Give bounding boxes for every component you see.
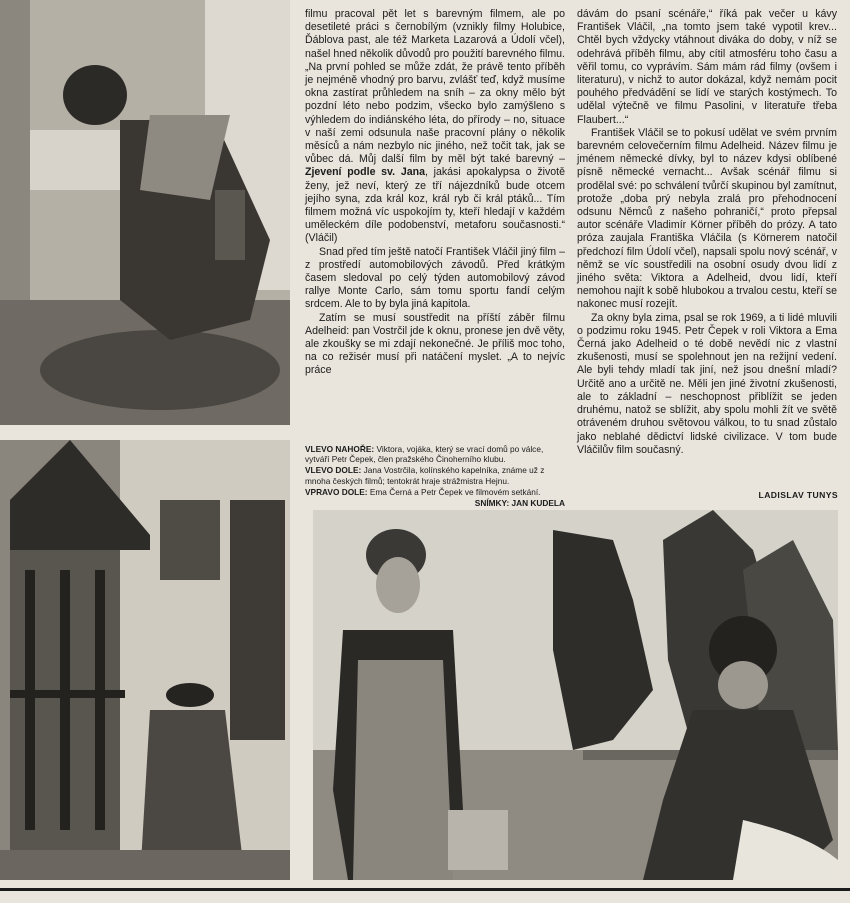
col2-paragraph-2: František Vláčil se to pokusí udělat ve svém prvním barevném celovečerním filmu Adelheid. Název filmu je jménem německé dívky, byl to název kdysi oblíbené písně německé vernacht... Avšak scénář filmu si prodělal své: po schválení tvůrčí skupinou byl zamítnut, protože „doba prý nebyla zralá pro přehodnocení odsunu Němců z našeho pohraničí,“ proto přepsal autor scénáře Vladimír Körner příběh do prózy. A tato próza zaujala Františka Vláčila (s Körnerem natočil předchozí film Údolí včel), napsali spolu nový scénář, v němž se víc soustředili na osobní osudy dvou lidí z jiného světa: Viktora a Adelheid, dvou lidí, kteří nemohou najít k sobě hlubokou a trvalou cestu, kteří se nakonec musí rozejít. [577,126,837,311]
bottom-rule [0,888,850,891]
col1-paragraph-3: Zatím se musí soustředit na příští záběr filmu Adelheid: pan Vostrčil jde k oknu, pronese jen dvě věty, ale zkoušky se mi zdají nekonečné. Je příliš moc toho, na co režisér musí při natáčení myslet. „A to nejvíc práce [305,311,565,377]
photo-top-left-soldier [0,0,290,425]
author-byline: LADISLAV TUNYS [758,490,838,500]
col1-paragraph-2: Snad před tím ještě natočí František Vláčil jiný film – z prostředí automobilových závodů. Před krátkým časem sledoval po celý týden automobilový závod rallye Monte Carlo, sám tomu sportu fandí celým srdcem. Ale to by byla jiná kapitola. [305,245,565,311]
caption-label: VPRAVO DOLE: [305,486,368,497]
caption-text: Jana Vostrčila, kolínského kapelníka, známe už z mnoha českých filmů; tentokrát hraje strážmistra Hejnu. [305,465,545,486]
article-column-2 [577,8,837,457]
photo-captions [305,444,565,509]
caption-bottom-right [305,487,565,497]
film-title-zjeveni: Zjevení podle sv. Jana [305,166,425,179]
col2-paragraph-3: Za okny byla zima, psal se rok 1969, a ti lidé mluvili o podzimu roku 1945. Petr Čepek v roli Viktora a Ema Černá jako Adelheid o té době nevědí nic z vlastní zkušenosti, musí se spolehnout jen na režijní vedení. Ale byli tehdy mladí tak jiní, než jsou dnešní mladí? Určitě ano a určitě ne. Měli jen jiné životní zkušenosti, ale to základní – neschopnost přiblížit se jeden druhému, natož se sblížit, aby spolu mohli žít ve světě otráveném druhou světovou válkou, to tu snad zůstalo jako neblahé dědictví lidské civilizace. V tom bude Vláčilův film současný. [577,311,837,456]
col2-paragraph-1: dávám do psaní scénáře,“ říká pak večer u kávy František Vláčil, „na tomto jsem také vypotil krev... Chtěl bych vždycky vtáhnout diváka do doby, v níž se odehrává příběh filmu, aby cítil atmosféru toho času a věřil tomu, co vyprávím. Sám mám rád filmy (ovšem i literaturu), v nichž to autor dokázal, když nemám pocit pouhého předvádění se lidí ve starých kostýmech. To udělal výtečně ve filmu Pasolini, v literatuře třeba Flaubert...“ [577,8,837,126]
caption-top-left [305,444,565,464]
article-column-1 [305,8,565,378]
col1-text-a: filmu pracoval pět let s barevným filmem, ale po desetileté práci s černobílým (vznikly filmy Holubice, Ďáblova past, ale též Marketa Lazarová a Údolí včel), našel hned několik důvodů pro použití barevného filmu. „Na první pohled se může zdát, že právě tento příběh je nejméně vhodný pro barvu, zvlášť teď, když musíme okna zastírat průhledem na sníh – za okny mělo být pozdní léto nebo podzim, všecko bylo zamýšleno s výhledem do indiánského léta, do přírody – no, situace v naší zemi odsunula naše pracovní plány o několik měsíců a nám nezbylo nic jiného, než točit tak, jak se vůbec dá. Můj další film by měl být také barevný – [305,8,565,166]
photo-bottom-right-couple [313,510,838,880]
caption-bottom-left [305,465,565,485]
photo-credit: SNÍMKY: JAN KUDELA [474,498,565,509]
caption-text: Ema Černá a Petr Čepek ve filmovém setkání. [369,486,541,497]
col1-text-b: , jakási apokalypsa o životě ženy, jež neví, který ze tří nájezdníků bude otcem jejího syna, zda král koz, král ryb či král ptáků... Tím filmem možná víc uspokojím ty, kteří hledají v každém uměleckém díle podobenství, metaforu současnosti.“ (Vláčil) [305,166,565,245]
caption-label: VLEVO NAHOŘE: [305,444,375,454]
caption-label: VLEVO DOLE: [305,465,362,476]
caption-text: Viktora, vojáka, který se vrací domů po válce, vytváří Petr Čepek, člen pražského Činoherního klubu. [305,444,544,465]
photo-bottom-left-policeman [0,440,290,880]
